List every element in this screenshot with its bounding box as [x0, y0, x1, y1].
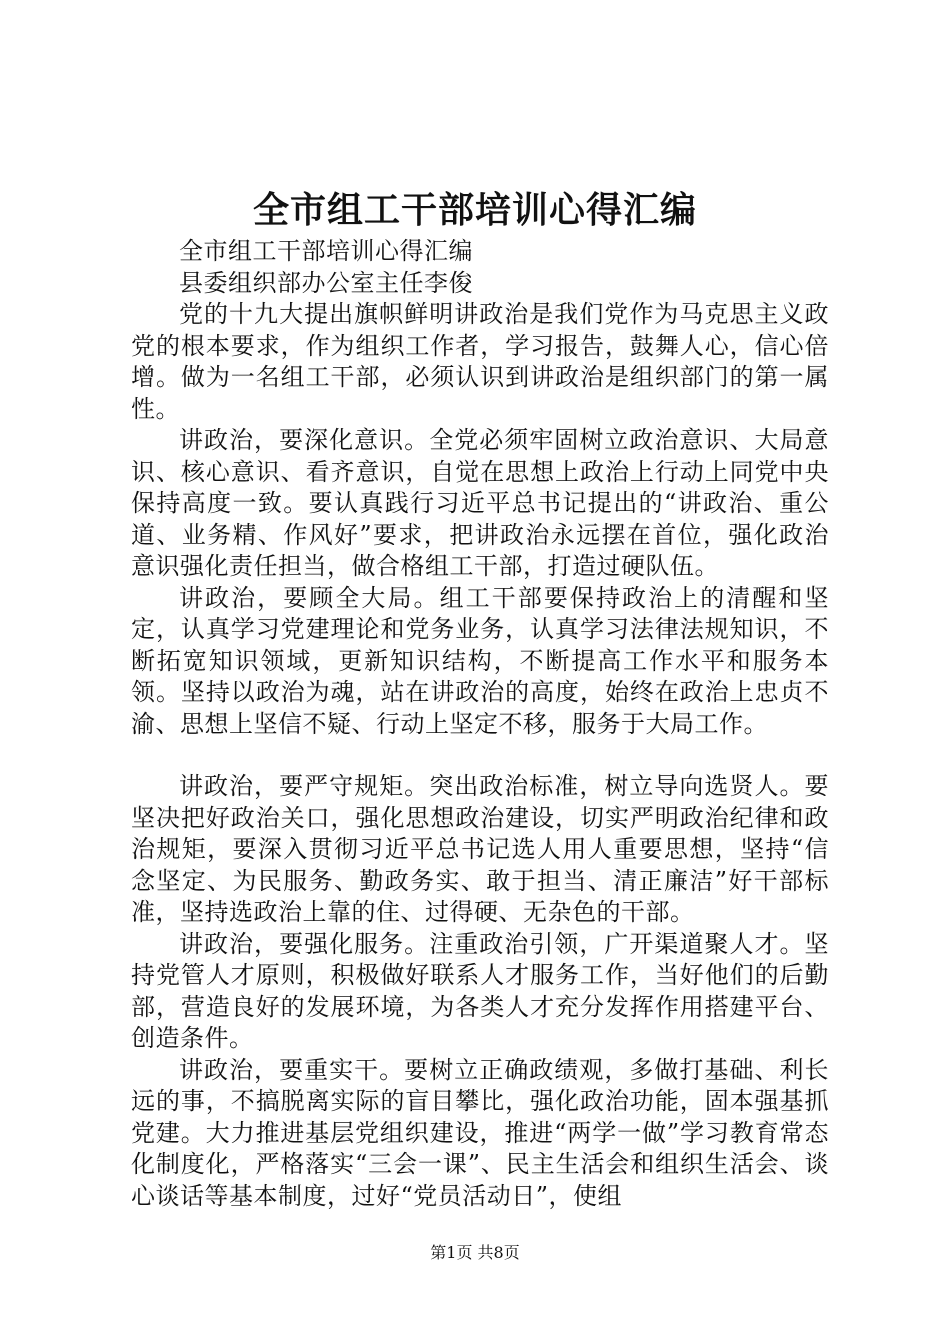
paragraph-overall: 讲政治，要顾全大局。组工干部要保持政治上的清醒和坚定，认真学习党建理论和党务业务，认真学习法律法规知识，不断拓宽知识领域，更新知识结构，不断提高工作水平和服务本领。坚持以政治为魂，站在讲政治的高度，始终在政治上忠贞不渝、思想上坚信不疑、行动上坚定不移，服务于大局工作。: [131, 583, 829, 738]
paragraph-author: 县委组织部办公室主任李俊: [179, 268, 473, 297]
paragraph-intro: 党的十九大提出旗帜鲜明讲政治是我们党作为马克思主义政党的根本要求，作为组织工作者，学习报告，鼓舞人心，信心倍增。做为一名组工干部，必须认识到讲政治是组织部门的第一属性。: [131, 300, 829, 423]
paragraph-awareness: 讲政治，要深化意识。全党必须牢固树立政治意识、大局意识、核心意识、看齐意识，自觉在思想上政治上行动上同党中央保持高度一致。要认真践行习近平总书记提出的“讲政治、重公道、业务精、作风好”要求，把讲政治永远摆在首位，强化政治意识强化责任担当，做合格组工干部，打造过硬队伍。: [131, 426, 829, 580]
paragraph-rules: 讲政治，要严守规矩。突出政治标准，树立导向选贤人。要坚决把好政治关口，强化思想政治建设，切实严明政治纪律和政治规矩，要深入贯彻习近平总书记选人用人重要思想，坚持“信念坚定、为民服务、勤政务实、敢于担当、清正廉洁”好干部标准，坚持选政治上靠的住、过得硬、无杂色的干部。: [131, 772, 829, 926]
paragraph-practical: 讲政治，要重实干。要树立正确政绩观，多做打基础、利长远的事，不搞脱离实际的盲目攀比，强化政治功能，固本强基抓党建。大力推进基层党组织建设，推进“两学一做”学习教育常态化制度化，严格落实“三会一课”、民主生活会和组织生活会、谈心谈话等基本制度，过好“党员活动日”，使组: [131, 1055, 829, 1210]
document-title: 全市组工干部培训心得汇编: [252, 189, 697, 231]
page-number: 第1页 共8页: [430, 1243, 520, 1262]
paragraph-service: 讲政治，要强化服务。注重政治引领，广开渠道聚人才。坚持党管人才原则，积极做好联系人才服务工作，当好他们的后勤部，营造良好的发展环境，为各类人才充分发挥作用搭建平台、创造条件。: [131, 929, 829, 1052]
paragraph-spacer: [131, 740, 829, 771]
paragraph-subtitle: 全市组工干部培训心得汇编: [179, 237, 473, 265]
document-body: [131, 236, 829, 1212]
